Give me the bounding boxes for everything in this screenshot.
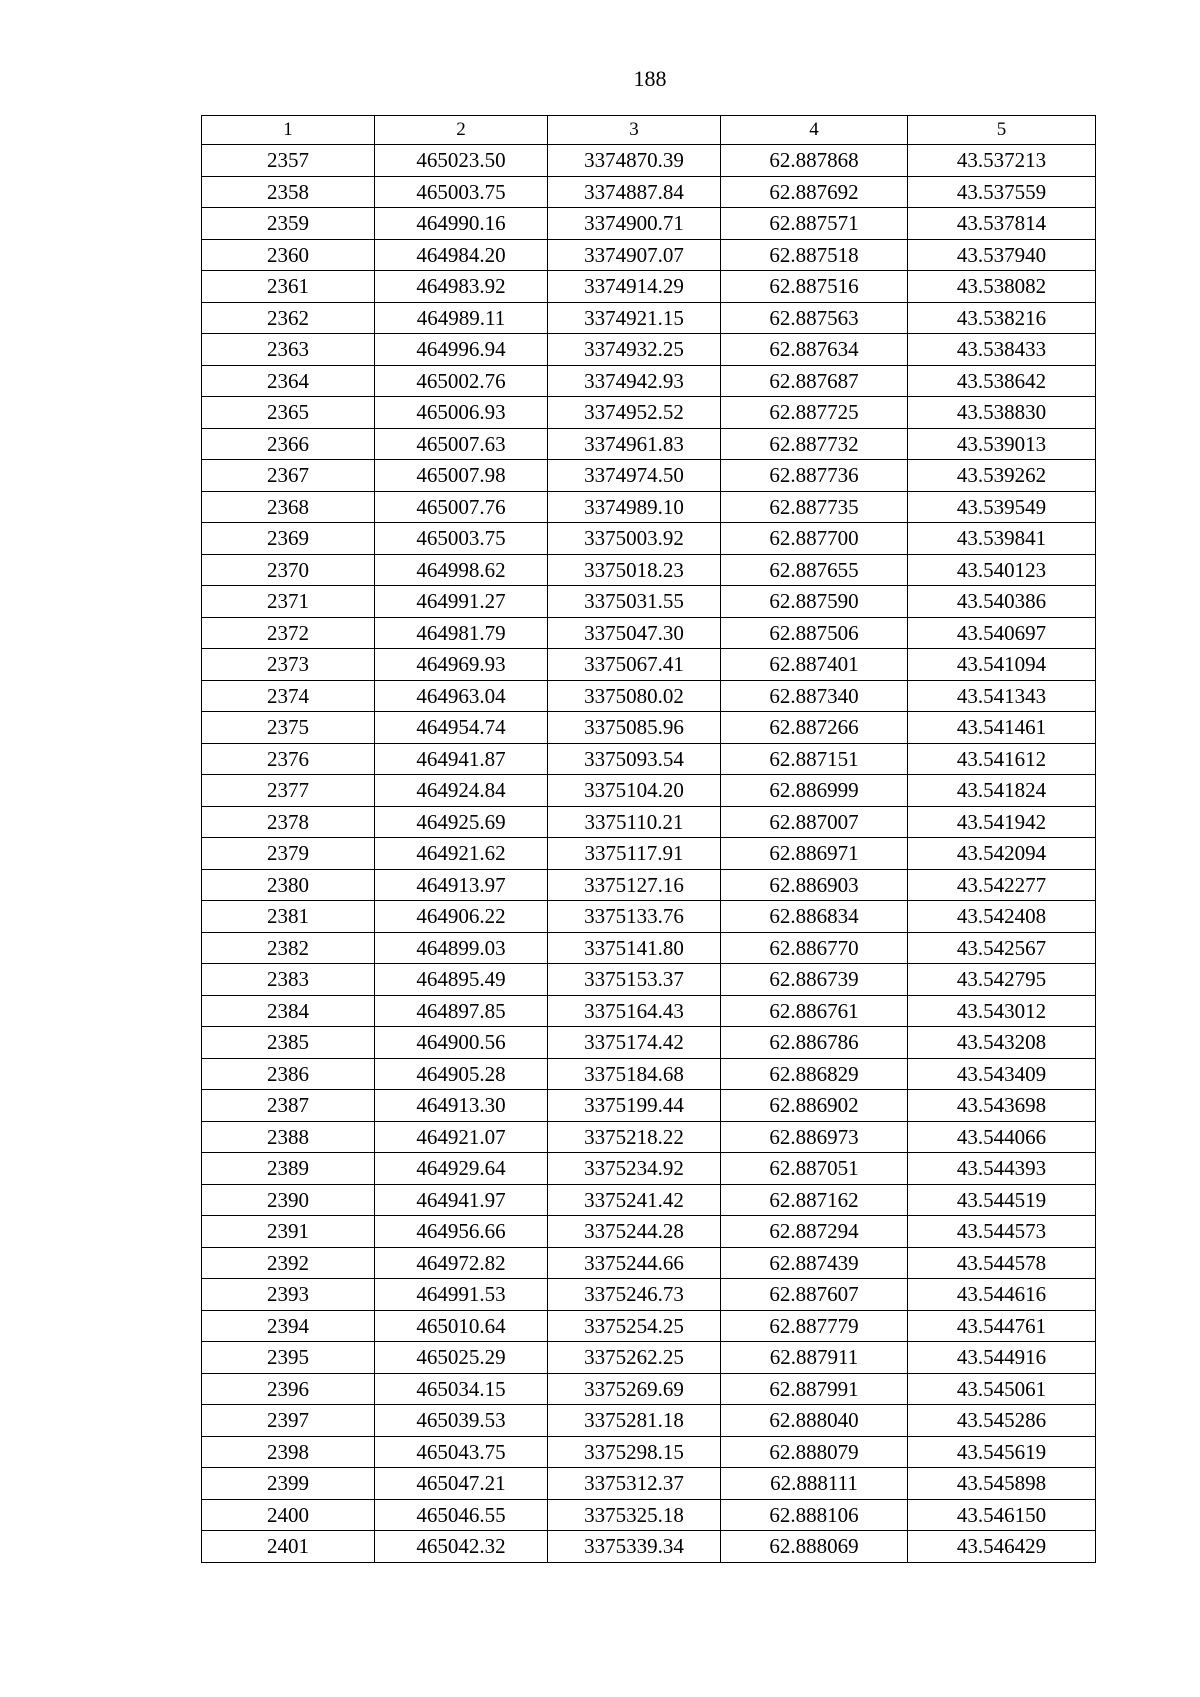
cell-x-coordinate: 464983.92 <box>375 271 548 303</box>
cell-point-number: 2376 <box>202 743 375 775</box>
cell-x-coordinate: 464990.16 <box>375 208 548 240</box>
cell-latitude: 43.537940 <box>908 239 1096 271</box>
table-row <box>202 1468 1096 1500</box>
cell-point-number: 2369 <box>202 523 375 555</box>
table-row <box>202 491 1096 523</box>
cell-point-number: 2368 <box>202 491 375 523</box>
cell-x-coordinate: 465006.93 <box>375 397 548 429</box>
cell-point-number: 2375 <box>202 712 375 744</box>
cell-latitude: 43.545286 <box>908 1405 1096 1437</box>
header-cell-1: 1 <box>202 116 375 145</box>
cell-y-coordinate: 3374921.15 <box>548 302 721 334</box>
cell-latitude: 43.544578 <box>908 1247 1096 1279</box>
cell-latitude: 43.542277 <box>908 869 1096 901</box>
page-number: 188 <box>633 66 667 91</box>
table-row <box>202 932 1096 964</box>
cell-y-coordinate: 3375153.37 <box>548 964 721 996</box>
cell-latitude: 43.546150 <box>908 1499 1096 1531</box>
cell-longitude: 62.887439 <box>721 1247 908 1279</box>
cell-latitude: 43.543698 <box>908 1090 1096 1122</box>
table-row <box>202 302 1096 334</box>
cell-latitude: 43.544519 <box>908 1184 1096 1216</box>
cell-y-coordinate: 3375080.02 <box>548 680 721 712</box>
cell-x-coordinate: 464929.64 <box>375 1153 548 1185</box>
cell-point-number: 2382 <box>202 932 375 964</box>
cell-point-number: 2377 <box>202 775 375 807</box>
cell-x-coordinate: 465034.15 <box>375 1373 548 1405</box>
cell-y-coordinate: 3375047.30 <box>548 617 721 649</box>
cell-latitude: 43.539262 <box>908 460 1096 492</box>
cell-longitude: 62.887340 <box>721 680 908 712</box>
cell-latitude: 43.538216 <box>908 302 1096 334</box>
table-row <box>202 1027 1096 1059</box>
cell-y-coordinate: 3374870.39 <box>548 145 721 177</box>
cell-latitude: 43.545619 <box>908 1436 1096 1468</box>
cell-point-number: 2378 <box>202 806 375 838</box>
cell-point-number: 2358 <box>202 176 375 208</box>
cell-y-coordinate: 3375141.80 <box>548 932 721 964</box>
cell-point-number: 2359 <box>202 208 375 240</box>
cell-point-number: 2370 <box>202 554 375 586</box>
cell-x-coordinate: 465042.32 <box>375 1531 548 1563</box>
cell-longitude: 62.886834 <box>721 901 908 933</box>
cell-longitude: 62.887563 <box>721 302 908 334</box>
cell-x-coordinate: 464941.97 <box>375 1184 548 1216</box>
cell-point-number: 2365 <box>202 397 375 429</box>
cell-latitude: 43.546429 <box>908 1531 1096 1563</box>
cell-latitude: 43.543409 <box>908 1058 1096 1090</box>
table-header <box>202 116 1096 145</box>
cell-x-coordinate: 464963.04 <box>375 680 548 712</box>
cell-point-number: 2373 <box>202 649 375 681</box>
cell-longitude: 62.887687 <box>721 365 908 397</box>
cell-y-coordinate: 3375018.23 <box>548 554 721 586</box>
cell-point-number: 2371 <box>202 586 375 618</box>
cell-point-number: 2389 <box>202 1153 375 1185</box>
cell-y-coordinate: 3375199.44 <box>548 1090 721 1122</box>
cell-x-coordinate: 465025.29 <box>375 1342 548 1374</box>
cell-x-coordinate: 465003.75 <box>375 176 548 208</box>
cell-y-coordinate: 3374907.07 <box>548 239 721 271</box>
cell-latitude: 43.542094 <box>908 838 1096 870</box>
table-row <box>202 1499 1096 1531</box>
cell-y-coordinate: 3375218.22 <box>548 1121 721 1153</box>
table-row <box>202 334 1096 366</box>
cell-x-coordinate: 465039.53 <box>375 1405 548 1437</box>
table-row <box>202 743 1096 775</box>
cell-point-number: 2398 <box>202 1436 375 1468</box>
cell-y-coordinate: 3374942.93 <box>548 365 721 397</box>
cell-longitude: 62.887162 <box>721 1184 908 1216</box>
cell-y-coordinate: 3375003.92 <box>548 523 721 555</box>
table-row <box>202 271 1096 303</box>
table-row <box>202 806 1096 838</box>
cell-x-coordinate: 464913.97 <box>375 869 548 901</box>
cell-y-coordinate: 3375262.25 <box>548 1342 721 1374</box>
cell-longitude: 62.887571 <box>721 208 908 240</box>
cell-y-coordinate: 3375339.34 <box>548 1531 721 1563</box>
cell-point-number: 2372 <box>202 617 375 649</box>
cell-latitude: 43.544916 <box>908 1342 1096 1374</box>
cell-point-number: 2361 <box>202 271 375 303</box>
cell-latitude: 43.543208 <box>908 1027 1096 1059</box>
table-row <box>202 208 1096 240</box>
header-cell-4: 4 <box>721 116 908 145</box>
cell-point-number: 2366 <box>202 428 375 460</box>
cell-latitude: 43.542408 <box>908 901 1096 933</box>
cell-point-number: 2392 <box>202 1247 375 1279</box>
cell-latitude: 43.545898 <box>908 1468 1096 1500</box>
cell-point-number: 2379 <box>202 838 375 870</box>
table-row <box>202 145 1096 177</box>
table-row <box>202 1090 1096 1122</box>
cell-longitude: 62.887725 <box>721 397 908 429</box>
cell-y-coordinate: 3375234.92 <box>548 1153 721 1185</box>
table-row <box>202 1405 1096 1437</box>
cell-x-coordinate: 465007.63 <box>375 428 548 460</box>
cell-y-coordinate: 3375085.96 <box>548 712 721 744</box>
cell-longitude: 62.887732 <box>721 428 908 460</box>
table-row <box>202 1184 1096 1216</box>
cell-longitude: 62.888111 <box>721 1468 908 1500</box>
cell-point-number: 2374 <box>202 680 375 712</box>
cell-latitude: 43.541824 <box>908 775 1096 807</box>
cell-longitude: 62.887294 <box>721 1216 908 1248</box>
cell-y-coordinate: 3375184.68 <box>548 1058 721 1090</box>
cell-y-coordinate: 3374887.84 <box>548 176 721 208</box>
header-cell-3: 3 <box>548 116 721 145</box>
cell-y-coordinate: 3375312.37 <box>548 1468 721 1500</box>
table-row <box>202 586 1096 618</box>
table-body <box>202 145 1096 1563</box>
table-row <box>202 1373 1096 1405</box>
cell-longitude: 62.887634 <box>721 334 908 366</box>
table-row <box>202 554 1096 586</box>
cell-point-number: 2390 <box>202 1184 375 1216</box>
table-row <box>202 397 1096 429</box>
cell-latitude: 43.544573 <box>908 1216 1096 1248</box>
cell-longitude: 62.888069 <box>721 1531 908 1563</box>
cell-x-coordinate: 465047.21 <box>375 1468 548 1500</box>
cell-x-coordinate: 464998.62 <box>375 554 548 586</box>
cell-longitude: 62.887700 <box>721 523 908 555</box>
cell-point-number: 2381 <box>202 901 375 933</box>
cell-longitude: 62.888079 <box>721 1436 908 1468</box>
cell-y-coordinate: 3375269.69 <box>548 1373 721 1405</box>
cell-longitude: 62.887401 <box>721 649 908 681</box>
cell-y-coordinate: 3375164.43 <box>548 995 721 1027</box>
cell-longitude: 62.886999 <box>721 775 908 807</box>
cell-longitude: 62.886786 <box>721 1027 908 1059</box>
cell-longitude: 62.886971 <box>721 838 908 870</box>
cell-y-coordinate: 3375110.21 <box>548 806 721 838</box>
cell-longitude: 62.886903 <box>721 869 908 901</box>
cell-x-coordinate: 464991.27 <box>375 586 548 618</box>
cell-y-coordinate: 3374932.25 <box>548 334 721 366</box>
cell-x-coordinate: 464913.30 <box>375 1090 548 1122</box>
table-row <box>202 901 1096 933</box>
table-row <box>202 1342 1096 1374</box>
cell-x-coordinate: 464899.03 <box>375 932 548 964</box>
cell-longitude: 62.887779 <box>721 1310 908 1342</box>
cell-y-coordinate: 3375093.54 <box>548 743 721 775</box>
cell-latitude: 43.543012 <box>908 995 1096 1027</box>
cell-longitude: 62.887266 <box>721 712 908 744</box>
cell-point-number: 2363 <box>202 334 375 366</box>
cell-latitude: 43.541461 <box>908 712 1096 744</box>
cell-point-number: 2396 <box>202 1373 375 1405</box>
table-row <box>202 775 1096 807</box>
cell-point-number: 2364 <box>202 365 375 397</box>
cell-point-number: 2399 <box>202 1468 375 1500</box>
cell-latitude: 43.542795 <box>908 964 1096 996</box>
cell-point-number: 2386 <box>202 1058 375 1090</box>
cell-longitude: 62.887735 <box>721 491 908 523</box>
cell-y-coordinate: 3375244.66 <box>548 1247 721 1279</box>
cell-latitude: 43.541612 <box>908 743 1096 775</box>
cell-longitude: 62.887911 <box>721 1342 908 1374</box>
table-row <box>202 1310 1096 1342</box>
cell-x-coordinate: 464996.94 <box>375 334 548 366</box>
cell-x-coordinate: 464897.85 <box>375 995 548 1027</box>
cell-point-number: 2387 <box>202 1090 375 1122</box>
cell-latitude: 43.541094 <box>908 649 1096 681</box>
cell-longitude: 62.887051 <box>721 1153 908 1185</box>
cell-longitude: 62.887868 <box>721 145 908 177</box>
cell-x-coordinate: 465002.76 <box>375 365 548 397</box>
cell-point-number: 2393 <box>202 1279 375 1311</box>
cell-latitude: 43.539549 <box>908 491 1096 523</box>
cell-longitude: 62.887007 <box>721 806 908 838</box>
cell-x-coordinate: 464941.87 <box>375 743 548 775</box>
cell-longitude: 62.887607 <box>721 1279 908 1311</box>
cell-latitude: 43.537559 <box>908 176 1096 208</box>
cell-y-coordinate: 3374974.50 <box>548 460 721 492</box>
cell-x-coordinate: 465023.50 <box>375 145 548 177</box>
cell-point-number: 2357 <box>202 145 375 177</box>
cell-latitude: 43.544761 <box>908 1310 1096 1342</box>
cell-latitude: 43.537213 <box>908 145 1096 177</box>
cell-longitude: 62.887736 <box>721 460 908 492</box>
cell-x-coordinate: 464905.28 <box>375 1058 548 1090</box>
cell-point-number: 2383 <box>202 964 375 996</box>
table-row <box>202 460 1096 492</box>
cell-point-number: 2380 <box>202 869 375 901</box>
cell-x-coordinate: 464956.66 <box>375 1216 548 1248</box>
cell-x-coordinate: 465010.64 <box>375 1310 548 1342</box>
cell-y-coordinate: 3375244.28 <box>548 1216 721 1248</box>
cell-point-number: 2395 <box>202 1342 375 1374</box>
table-row <box>202 1058 1096 1090</box>
cell-point-number: 2384 <box>202 995 375 1027</box>
table-row <box>202 523 1096 555</box>
cell-x-coordinate: 464925.69 <box>375 806 548 838</box>
table-row <box>202 1436 1096 1468</box>
cell-latitude: 43.539841 <box>908 523 1096 555</box>
cell-x-coordinate: 464989.11 <box>375 302 548 334</box>
cell-y-coordinate: 3375298.15 <box>548 1436 721 1468</box>
cell-y-coordinate: 3375104.20 <box>548 775 721 807</box>
header-row <box>202 116 1096 145</box>
cell-latitude: 43.540697 <box>908 617 1096 649</box>
cell-latitude: 43.545061 <box>908 1373 1096 1405</box>
cell-x-coordinate: 465043.75 <box>375 1436 548 1468</box>
cell-latitude: 43.539013 <box>908 428 1096 460</box>
cell-point-number: 2394 <box>202 1310 375 1342</box>
cell-longitude: 62.886902 <box>721 1090 908 1122</box>
table-row <box>202 964 1096 996</box>
cell-longitude: 62.887516 <box>721 271 908 303</box>
cell-y-coordinate: 3374914.29 <box>548 271 721 303</box>
cell-x-coordinate: 464969.93 <box>375 649 548 681</box>
cell-y-coordinate: 3374952.52 <box>548 397 721 429</box>
cell-y-coordinate: 3375254.25 <box>548 1310 721 1342</box>
cell-longitude: 62.887151 <box>721 743 908 775</box>
cell-x-coordinate: 464981.79 <box>375 617 548 649</box>
cell-longitude: 62.886761 <box>721 995 908 1027</box>
cell-x-coordinate: 464991.53 <box>375 1279 548 1311</box>
cell-point-number: 2400 <box>202 1499 375 1531</box>
cell-longitude: 62.887506 <box>721 617 908 649</box>
cell-x-coordinate: 465007.76 <box>375 491 548 523</box>
cell-y-coordinate: 3374989.10 <box>548 491 721 523</box>
cell-longitude: 62.886973 <box>721 1121 908 1153</box>
cell-point-number: 2367 <box>202 460 375 492</box>
cell-x-coordinate: 464954.74 <box>375 712 548 744</box>
cell-point-number: 2388 <box>202 1121 375 1153</box>
cell-latitude: 43.544393 <box>908 1153 1096 1185</box>
cell-longitude: 62.886829 <box>721 1058 908 1090</box>
cell-longitude: 62.886770 <box>721 932 908 964</box>
table-row <box>202 176 1096 208</box>
cell-latitude: 43.541942 <box>908 806 1096 838</box>
cell-y-coordinate: 3375133.76 <box>548 901 721 933</box>
cell-x-coordinate: 464921.07 <box>375 1121 548 1153</box>
cell-longitude: 62.888106 <box>721 1499 908 1531</box>
table-row <box>202 838 1096 870</box>
cell-y-coordinate: 3375067.41 <box>548 649 721 681</box>
cell-x-coordinate: 465007.98 <box>375 460 548 492</box>
cell-longitude: 62.887655 <box>721 554 908 586</box>
cell-latitude: 43.544616 <box>908 1279 1096 1311</box>
cell-point-number: 2385 <box>202 1027 375 1059</box>
table-row <box>202 1216 1096 1248</box>
cell-longitude: 62.887991 <box>721 1373 908 1405</box>
header-cell-5: 5 <box>908 116 1096 145</box>
table-row <box>202 680 1096 712</box>
cell-x-coordinate: 464906.22 <box>375 901 548 933</box>
cell-y-coordinate: 3375031.55 <box>548 586 721 618</box>
cell-longitude: 62.887692 <box>721 176 908 208</box>
cell-latitude: 43.540386 <box>908 586 1096 618</box>
cell-point-number: 2360 <box>202 239 375 271</box>
cell-longitude: 62.887590 <box>721 586 908 618</box>
cell-latitude: 43.538642 <box>908 365 1096 397</box>
header-cell-2: 2 <box>375 116 548 145</box>
table-row <box>202 649 1096 681</box>
cell-x-coordinate: 464924.84 <box>375 775 548 807</box>
table-row <box>202 1279 1096 1311</box>
cell-y-coordinate: 3374900.71 <box>548 208 721 240</box>
table-row <box>202 1247 1096 1279</box>
cell-x-coordinate: 465046.55 <box>375 1499 548 1531</box>
table-row <box>202 1121 1096 1153</box>
cell-latitude: 43.541343 <box>908 680 1096 712</box>
cell-y-coordinate: 3375325.18 <box>548 1499 721 1531</box>
cell-x-coordinate: 464900.56 <box>375 1027 548 1059</box>
cell-point-number: 2397 <box>202 1405 375 1437</box>
cell-longitude: 62.888040 <box>721 1405 908 1437</box>
cell-latitude: 43.538433 <box>908 334 1096 366</box>
cell-y-coordinate: 3375246.73 <box>548 1279 721 1311</box>
cell-latitude: 43.542567 <box>908 932 1096 964</box>
cell-x-coordinate: 464895.49 <box>375 964 548 996</box>
cell-point-number: 2401 <box>202 1531 375 1563</box>
cell-latitude: 43.540123 <box>908 554 1096 586</box>
table-row <box>202 995 1096 1027</box>
table-row <box>202 428 1096 460</box>
table-row <box>202 617 1096 649</box>
cell-x-coordinate: 465003.75 <box>375 523 548 555</box>
cell-x-coordinate: 464972.82 <box>375 1247 548 1279</box>
cell-y-coordinate: 3375117.91 <box>548 838 721 870</box>
cell-y-coordinate: 3374961.83 <box>548 428 721 460</box>
cell-point-number: 2391 <box>202 1216 375 1248</box>
cell-x-coordinate: 464984.20 <box>375 239 548 271</box>
table-row <box>202 1531 1096 1563</box>
cell-y-coordinate: 3375241.42 <box>548 1184 721 1216</box>
cell-longitude: 62.887518 <box>721 239 908 271</box>
cell-y-coordinate: 3375174.42 <box>548 1027 721 1059</box>
table-row <box>202 712 1096 744</box>
table-row <box>202 1153 1096 1185</box>
cell-latitude: 43.538082 <box>908 271 1096 303</box>
cell-y-coordinate: 3375127.16 <box>548 869 721 901</box>
cell-latitude: 43.544066 <box>908 1121 1096 1153</box>
coordinates-table <box>201 115 1096 1563</box>
cell-latitude: 43.537814 <box>908 208 1096 240</box>
cell-point-number: 2362 <box>202 302 375 334</box>
cell-longitude: 62.886739 <box>721 964 908 996</box>
table-row <box>202 365 1096 397</box>
table-row <box>202 239 1096 271</box>
cell-latitude: 43.538830 <box>908 397 1096 429</box>
cell-x-coordinate: 464921.62 <box>375 838 548 870</box>
cell-y-coordinate: 3375281.18 <box>548 1405 721 1437</box>
table-row <box>202 869 1096 901</box>
